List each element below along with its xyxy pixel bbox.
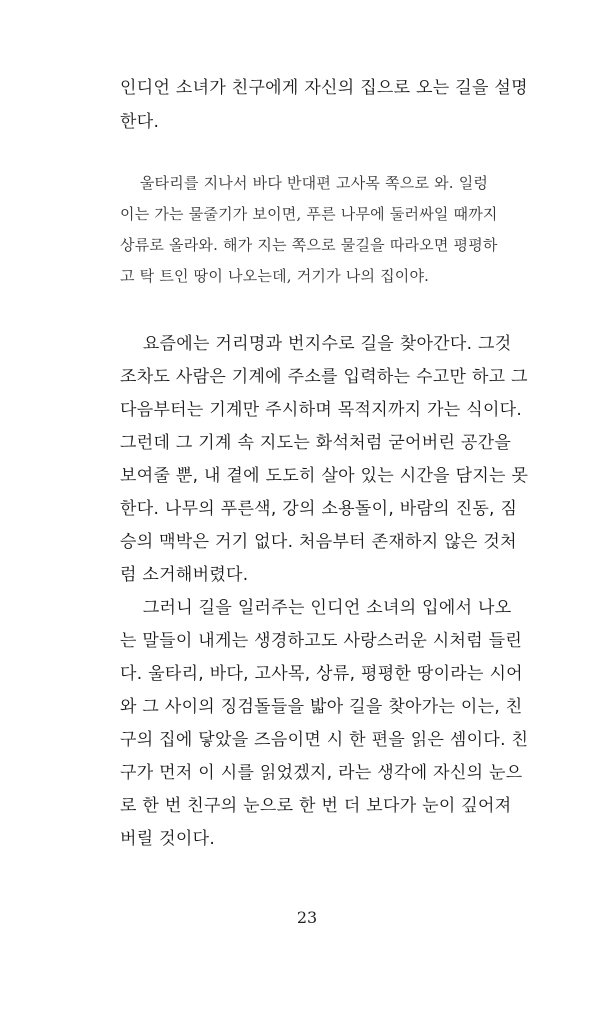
- body-line: 로 한 번 친구의 눈으로 한 번 더 보다가 눈이 깊어져: [120, 796, 512, 816]
- body-line: 승의 맥박은 거기 없다. 처음부터 존재하지 않은 것처: [120, 532, 517, 552]
- quote-line: 울타리를 지나서 바다 반대편 고사목 쪽으로 와. 일렁: [120, 174, 489, 192]
- body-line: 요즘에는 거리명과 번지수로 길을 찾아간다. 그것: [120, 334, 512, 354]
- page-number: 23: [296, 908, 318, 927]
- body-line: 구의 집에 닿았을 즈음이면 시 한 편을 읽은 셈이다. 친: [120, 730, 529, 750]
- body-line: 와 그 사이의 징검돌들을 밟아 길을 찾아가는 이는, 친: [120, 697, 523, 717]
- body-line: 버릴 것이다.: [120, 829, 216, 849]
- body-line: 한다. 나무의 푸른색, 강의 소용돌이, 바람의 진동, 짐: [120, 499, 518, 519]
- body-line: 럼 소거해버렸다.: [120, 565, 249, 585]
- quote-line: 고 탁 트인 땅이 나오는데, 거기가 나의 집이야.: [120, 267, 430, 285]
- body-line: 다음부터는 기계만 주시하며 목적지까지 가는 식이다.: [120, 400, 523, 420]
- body-line: 조차도 사람은 기계에 주소를 입력하는 수고만 하고 그: [120, 367, 528, 387]
- body-line: 그러니 길을 일러주는 인디언 소녀의 입에서 나오: [120, 598, 512, 618]
- quote-line: 상류로 올라와. 해가 지는 쪽으로 물길을 따라오면 평평하: [120, 236, 498, 254]
- body-line: 구가 먼저 이 시를 읽었겠지, 라는 생각에 자신의 눈으: [120, 763, 523, 783]
- body-line: 그런데 그 기계 속 지도는 화석처럼 굳어버린 공간을: [120, 433, 512, 453]
- intro-line: 한다.: [120, 112, 160, 132]
- quote-line: 이는 가는 물줄기가 보이면, 푸른 나무에 둘러싸일 때까지: [120, 205, 498, 223]
- body-line: 는 말들이 내게는 생경하고도 사랑스러운 시처럼 들린: [120, 631, 523, 651]
- intro-line: 인디언 소녀가 친구에게 자신의 집으로 오는 길을 설명: [120, 78, 528, 98]
- body-line: 다. 울타리, 바다, 고사목, 상류, 평평한 땅이라는 시어: [120, 664, 523, 684]
- body-line: 보여줄 뿐, 내 곁에 도도히 살아 있는 시간을 담지는 못: [120, 466, 529, 486]
